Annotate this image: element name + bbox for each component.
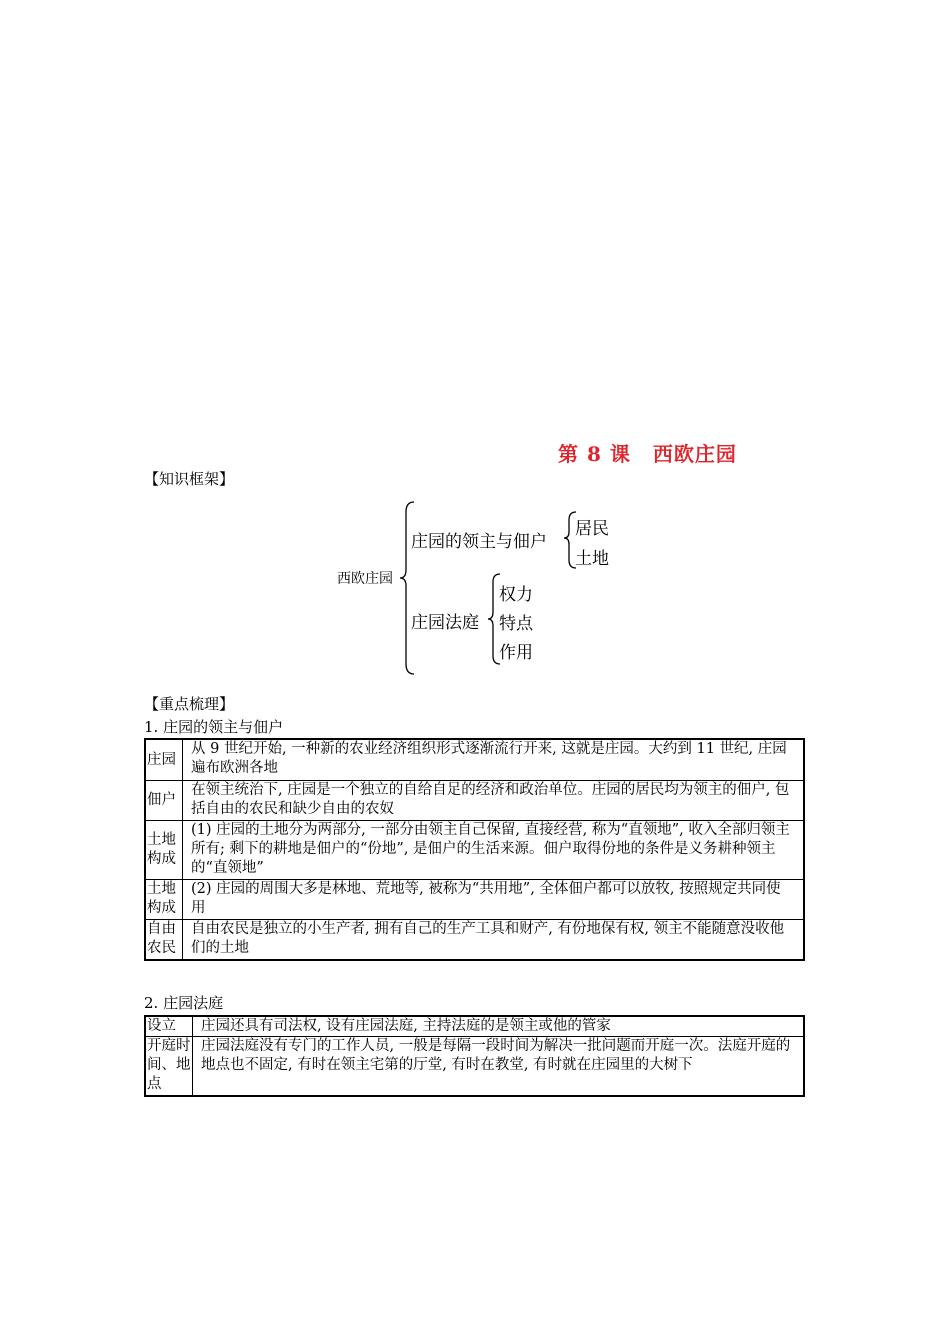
framework-root: 西欧庄园 [337,571,393,587]
framework-leaf: 土地 [575,549,609,569]
row-text: (2) 庄园的周围大多是林地、荒地等, 被称为“共用地”, 全体佃户都可以放牧, 按照规定共同使用 [183,880,805,920]
table-row [145,821,804,880]
row-key: 自由农民 [145,920,183,961]
table-row [145,880,804,920]
framework-branch-1: 庄园的领主与佃户 [411,532,547,552]
section2-title: 2. 庄园法庭 [144,994,224,1012]
lesson-name: 西欧庄园 [652,442,737,466]
row-key: 庄园 [145,739,183,781]
table-row [145,739,804,781]
section1-table [144,738,805,961]
framework-leaf: 居民 [575,519,609,539]
row-key: 开庭时间、地点 [145,1037,193,1097]
table-row [145,1016,804,1037]
section1-title: 1. 庄园的领主与佃户 [144,718,284,736]
framework-leaf: 作用 [499,643,533,663]
review-heading: 【重点梳理】 [144,695,235,713]
row-text: 庄园法庭没有专门的工作人员, 一般是每隔一段时间为解决一批问题而开庭一次。法庭开庭的地点也不固定, 有时在领主宅第的厅堂, 有时在教堂, 有时就在庄园里的大树下 [193,1037,805,1097]
framework-branch-2: 庄园法庭 [411,613,479,633]
framework-leaf: 特点 [499,614,533,634]
row-text: 在领主统治下, 庄园是一个独立的自给自足的经济和政治单位。庄园的居民均为领主的佃户, 包括自由的农民和缺少自由的农奴 [183,781,805,821]
section2-table [144,1015,805,1097]
row-text: 从 9 世纪开始, 一种新的农业经济组织形式逐渐流行开来, 这就是庄园。大约到 11 世纪, 庄园遍布欧洲各地 [183,739,805,781]
row-text: 自由农民是独立的小生产者, 拥有自己的生产工具和财产, 有份地保有权, 领主不能随意没收他们的土地 [183,920,805,961]
table-row [145,781,804,821]
row-key: 佃户 [145,781,183,821]
framework-leaf: 权力 [499,585,533,605]
table-row [145,920,804,961]
row-key: 土地构成 [145,821,183,880]
row-text: (1) 庄园的土地分为两部分, 一部分由领主自己保留, 直接经营, 称为“直领地”, 收入全部归领主所有; 剩下的耕地是佃户的“份地”, 是佃户的生活来源。佃户取得份地的条件是义务耕种领主的“直领地” [183,821,805,880]
framework-heading: 【知识框架】 [144,470,235,488]
row-key: 土地构成 [145,880,183,920]
row-key: 设立 [145,1016,193,1037]
lesson-number: 第 8 课 [558,442,631,466]
table-row [145,1037,804,1097]
row-text: 庄园还具有司法权, 设有庄园法庭, 主持法庭的是领主或他的管家 [193,1016,805,1037]
